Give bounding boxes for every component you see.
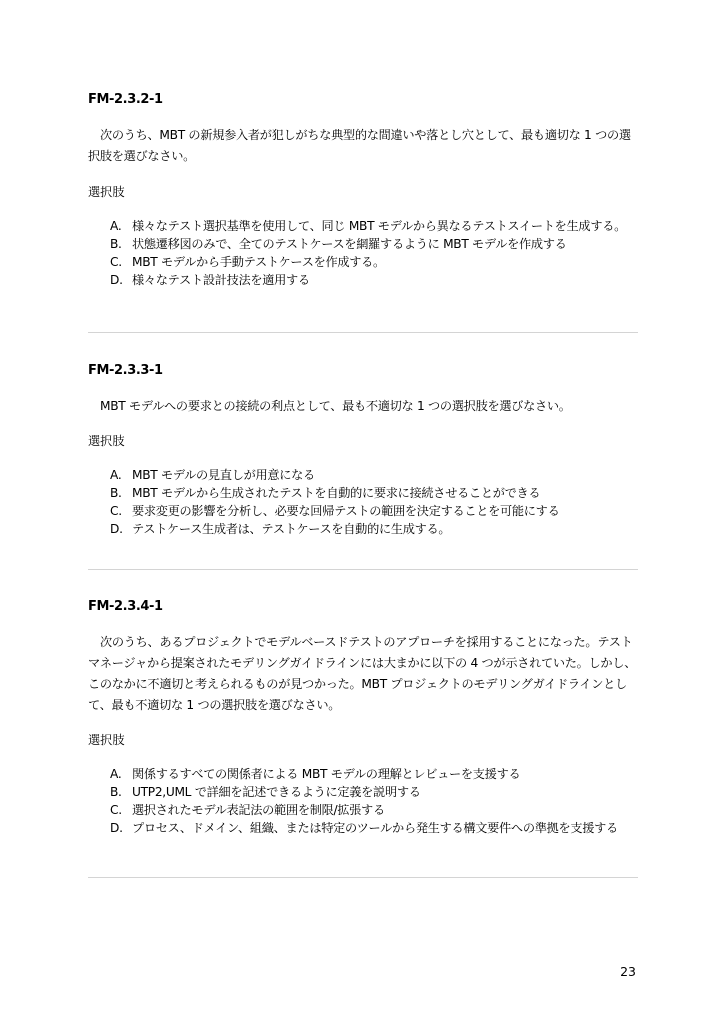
option-c: C. MBT モデルから手動テストケースを作成する。: [110, 255, 385, 269]
options-list: [88, 765, 638, 837]
section-divider: [88, 569, 638, 570]
question-id: FM-2.3.3-1: [88, 363, 163, 378]
question-text: MBT モデルへの要求との接続の利点として、最も不適切な 1 つの選択肢を選びなさい。: [100, 399, 571, 413]
section-divider: [88, 877, 638, 878]
options-list: [88, 217, 638, 289]
choices-label: 選択肢: [88, 733, 125, 747]
choices-label: 選択肢: [88, 185, 125, 199]
option-c: C. 選択されたモデル表記法の範囲を制限/拡張する: [110, 803, 385, 817]
option-a: A. 関係するすべての関係者による MBT モデルの理解とレビューを支援する: [110, 767, 521, 781]
section-divider: [88, 332, 638, 333]
option-a: A. MBT モデルの見直しが用意になる: [110, 468, 315, 482]
choices-label: 選択肢: [88, 434, 125, 448]
option-a: A. 様々なテスト選択基準を使用して、同じ MBT モデルから異なるテストスイートを生成する。: [110, 219, 626, 233]
question-section-2: [88, 362, 638, 538]
option-d: D. テストケース生成者は、テストケースを自動的に生成する。: [110, 522, 451, 536]
options-list: [88, 466, 638, 538]
question-section-3: [88, 598, 638, 837]
question-id: FM-2.3.2-1: [88, 92, 163, 107]
page-number: 23: [620, 964, 636, 979]
question-text: 次のうち、あるプロジェクトでモデルベースドテストのアプローチを採用することになった。テストマネージャから提案されたモデリングガイドラインには大まかに以下の 4 つが示されていた。しかし、このなかに不適切と考えられるものが見つかった。MBT プロジェクトのモデリングガイドラインとして、最も不適切な 1 つの選択肢を選びなさい。: [88, 635, 637, 712]
question-id: FM-2.3.4-1: [88, 599, 163, 614]
option-b: B. 状態遷移図のみで、全てのテストケースを網羅するように MBT モデルを作成する: [110, 237, 567, 251]
option-b: B. MBT モデルから生成されたテストを自動的に要求に接続させることができる: [110, 486, 541, 500]
question-section-1: [88, 91, 638, 289]
option-b: B. UTP2,UML で詳細を記述できるように定義を説明する: [110, 785, 421, 799]
question-text: 次のうち、MBT の新規参入者が犯しがちな典型的な間違いや落とし穴として、最も適切な 1 つの選択肢を選びなさい。: [88, 128, 631, 163]
option-d: D. 様々なテスト設計技法を適用する: [110, 273, 310, 287]
option-c: C. 要求変更の影響を分析し、必要な回帰テストの範囲を決定することを可能にする: [110, 504, 560, 518]
option-d: D. プロセス、ドメイン、組織、または特定のツールから発生する構文要件への準拠を支援する: [110, 821, 618, 835]
